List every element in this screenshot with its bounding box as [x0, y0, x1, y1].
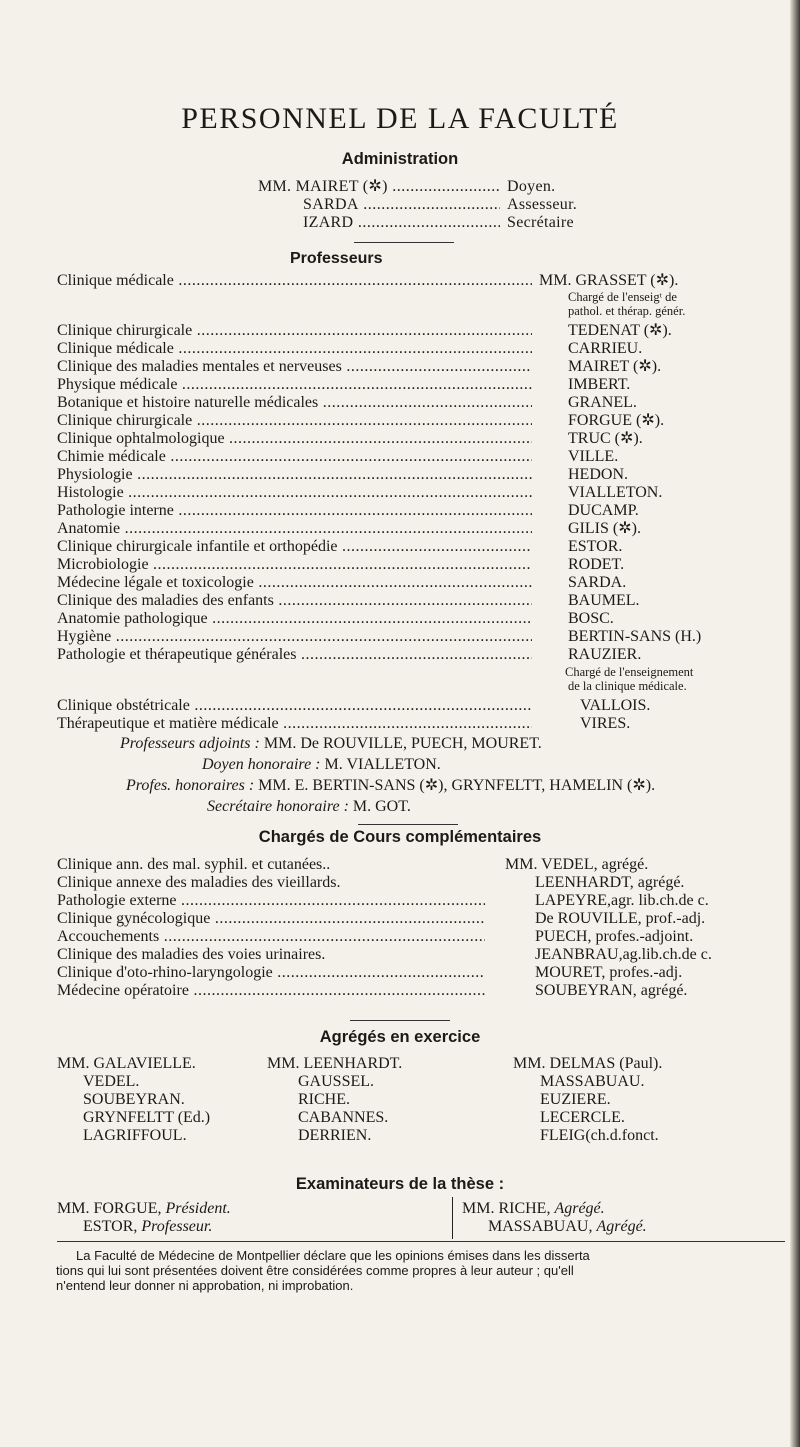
chair-label: Chimie médicale .....: [57, 448, 532, 466]
course-label: Clinique annexe des maladies des vieillards.: [57, 874, 341, 891]
doyen-honoraire-name: M. VIALLETON.: [324, 756, 441, 773]
professor-name: SARDA.: [568, 574, 627, 591]
professeurs-honoraires: [126, 777, 655, 795]
agrege-name: DERRIEN.: [298, 1127, 372, 1144]
professor-name: VALLOIS.: [580, 697, 651, 714]
agrege-name: MASSABUAU.: [540, 1073, 645, 1090]
chair-label: Clinique chirurgicale .....: [57, 412, 532, 430]
professor-name: DUCAMP.: [568, 502, 639, 519]
professor-note: Chargé de l'enseignement: [565, 665, 694, 679]
professor-name: BAUMEL.: [568, 592, 640, 609]
secretaire-honoraire: [207, 798, 411, 816]
agrege-name: GRYNFELTT (Ed.): [83, 1109, 211, 1126]
administration-heading: Administration: [341, 150, 459, 168]
divider: [350, 1020, 450, 1021]
professor-name: GRANEL.: [568, 394, 637, 411]
professeurs-honoraires-names: MM. E. BERTIN-SANS (✲), GRYNFELTT, HAMELIN (✲).: [258, 777, 656, 794]
professor-note: Chargé de l'enseigᵗ de: [568, 290, 677, 304]
course-label: Clinique des maladies des voies urinaires.: [57, 946, 326, 963]
examiner-role: Professeur.: [141, 1218, 213, 1235]
professor-name: BOSC.: [568, 610, 614, 627]
chair-label: Clinique chirurgicale infantile et orthopédie .....: [57, 538, 532, 556]
admin-name: MM. MAIRET (✲) .....: [258, 178, 500, 196]
footnote-rule: [57, 1241, 785, 1242]
professor-name: TEDENAT (✲).: [568, 322, 672, 339]
examiner-role: Agrégé.: [596, 1218, 647, 1235]
examiner-name: ESTOR,: [83, 1218, 138, 1235]
examiner: [462, 1200, 605, 1218]
examiner-role: Agrégé.: [554, 1200, 605, 1217]
chair-label: Pathologie interne .....: [57, 502, 532, 520]
charges-heading: Chargés de Cours complémentaires: [258, 828, 542, 846]
professor-name: HEDON.: [568, 466, 628, 483]
professor-name: RODET.: [568, 556, 625, 573]
course-label: Clinique d'oto-rhino-laryngologie .....: [57, 964, 485, 982]
examiner-name: MASSABUAU,: [488, 1218, 593, 1235]
agrege-name: MM. GALAVIELLE.: [57, 1055, 196, 1072]
chair-label: Clinique chirurgicale .....: [57, 322, 532, 340]
professor-name: VILLE.: [568, 448, 619, 465]
agrege-name: LECERCLE.: [540, 1109, 625, 1126]
agrege-name: MM. DELMAS (Paul).: [513, 1055, 663, 1072]
agrege-name: MM. LEENHARDT.: [267, 1055, 403, 1072]
professeurs-heading: Professeurs: [290, 250, 383, 267]
chair-label: Clinique ophtalmologique .....: [57, 430, 532, 448]
chair-label: Microbiologie .....: [57, 556, 532, 574]
agrege-name: EUZIERE.: [540, 1091, 611, 1108]
lecturer-name: MOURET, profes.-adj.: [535, 964, 683, 981]
lecturer-name: De ROUVILLE, prof.-adj.: [535, 910, 706, 927]
chair-label: Clinique médicale .....: [57, 272, 532, 290]
examiner-name: MM. RICHE,: [462, 1200, 551, 1217]
page-title: PERSONNEL DE LA FACULTÉ: [181, 102, 619, 135]
chair-label: Histologie .....: [57, 484, 532, 502]
footnote-line: tions qui lui sont présentées doivent être considérées comme propres à leur auteur ; qu'ell: [56, 1263, 574, 1278]
lecturer-name: MM. VEDEL, agrégé.: [505, 856, 649, 873]
admin-role: Assesseur.: [507, 196, 578, 213]
lecturer-name: PUECH, profes.-adjoint.: [535, 928, 694, 945]
course-label: Clinique ann. des mal. syphil. et cutanées..: [57, 856, 331, 873]
agreges-heading: Agrégés en exercice: [319, 1028, 481, 1046]
professor-name: VIALLETON.: [568, 484, 663, 501]
examinateurs-heading: Examinateurs de la thèse :: [295, 1175, 505, 1193]
professor-name: VIRES.: [580, 715, 631, 732]
professor-name: TRUC (✲).: [568, 430, 643, 447]
professor-name: GILIS (✲).: [568, 520, 641, 537]
professor-name: MAIRET (✲).: [568, 358, 662, 375]
course-label: Médecine opératoire .....: [57, 982, 485, 1000]
course-label: Accouchements .....: [57, 928, 485, 946]
professor-note: de la clinique médicale.: [568, 679, 687, 693]
lecturer-name: LAPEYRE,agr. lib.ch.de c.: [535, 892, 709, 909]
course-label: Pathologie externe .....: [57, 892, 485, 910]
examiner: [83, 1218, 212, 1236]
divider: [358, 824, 458, 825]
chair-label: Médecine légale et toxicologie .....: [57, 574, 532, 592]
doyen-honoraire-label: Doyen honoraire :: [202, 756, 321, 773]
professor-name: CARRIEU.: [568, 340, 643, 357]
agrege-name: VEDEL.: [83, 1073, 140, 1090]
lecturer-name: LEENHARDT, agrégé.: [535, 874, 685, 891]
chair-label: Clinique des maladies des enfants .....: [57, 592, 532, 610]
admin-name: SARDA .....: [303, 196, 500, 214]
professor-name: IMBERT.: [568, 376, 631, 393]
chair-label: Botanique et histoire naturelle médicales .....: [57, 394, 532, 412]
examiner: [488, 1218, 647, 1236]
lecturer-name: SOUBEYRAN, agrégé.: [535, 982, 688, 999]
chair-label: Pathologie et thérapeutique générales .....: [57, 646, 532, 664]
chair-label: Physique médicale .....: [57, 376, 532, 394]
footnote-line: La Faculté de Médecine de Montpellier déclare que les opinions émises dans les disserta: [76, 1248, 590, 1263]
footnote-line: n'entend leur donner ni approbation, ni improbation.: [56, 1278, 354, 1293]
examiner-role: Président.: [165, 1200, 231, 1217]
agrege-name: LAGRIFFOUL.: [83, 1127, 187, 1144]
professor-note: pathol. et thérap. génér.: [568, 304, 686, 318]
examiners-divider: [452, 1197, 453, 1239]
admin-name: IZARD .....: [303, 214, 500, 232]
professor-name: FORGUE (✲).: [568, 412, 665, 429]
examiner: [57, 1200, 231, 1218]
professor-name: BERTIN-SANS (H.): [568, 628, 702, 645]
page-edge-shadow: [790, 0, 800, 1447]
professeurs-adjoints: [120, 735, 542, 753]
course-label: Clinique gynécologique .....: [57, 910, 485, 928]
admin-role: Secrétaire: [507, 214, 574, 231]
chair-label: Anatomie .....: [57, 520, 532, 538]
admin-role: Doyen.: [507, 178, 556, 195]
adjoints-names: MM. De ROUVILLE, PUECH, MOURET.: [263, 735, 542, 752]
adjoints-label: Professeurs adjoints :: [120, 735, 260, 752]
agrege-name: GAUSSEL.: [298, 1073, 375, 1090]
agrege-name: SOUBEYRAN.: [83, 1091, 185, 1108]
lecturer-name: JEANBRAU,ag.lib.ch.de c.: [535, 946, 712, 963]
professor-name: MM. GRASSET (✲).: [539, 272, 679, 289]
secretaire-honoraire-label: Secrétaire honoraire :: [207, 798, 349, 815]
chair-label: Anatomie pathologique .....: [57, 610, 532, 628]
disclaimer-footnote: [56, 1248, 786, 1293]
secretaire-honoraire-name: M. GOT.: [352, 798, 411, 815]
chair-label: Thérapeutique et matière médicale .....: [57, 715, 532, 733]
agrege-name: FLEIG(ch.d.fonct.: [540, 1127, 659, 1144]
agrege-name: CABANNES.: [298, 1109, 389, 1126]
doyen-honoraire: [202, 756, 441, 774]
chair-label: Hygiène .....: [57, 628, 532, 646]
chair-label: Clinique obstétricale .....: [57, 697, 532, 715]
agrege-name: RICHE.: [298, 1091, 350, 1108]
examiner-name: MM. FORGUE,: [57, 1200, 162, 1217]
chair-label: Physiologie .....: [57, 466, 532, 484]
professor-name: ESTOR.: [568, 538, 623, 555]
divider: [354, 242, 454, 243]
professeurs-honoraires-label: Profes. honoraires :: [126, 777, 255, 794]
chair-label: Clinique des maladies mentales et nerveuses .....: [57, 358, 532, 376]
chair-label: Clinique médicale .....: [57, 340, 532, 358]
professor-name: RAUZIER.: [568, 646, 642, 663]
